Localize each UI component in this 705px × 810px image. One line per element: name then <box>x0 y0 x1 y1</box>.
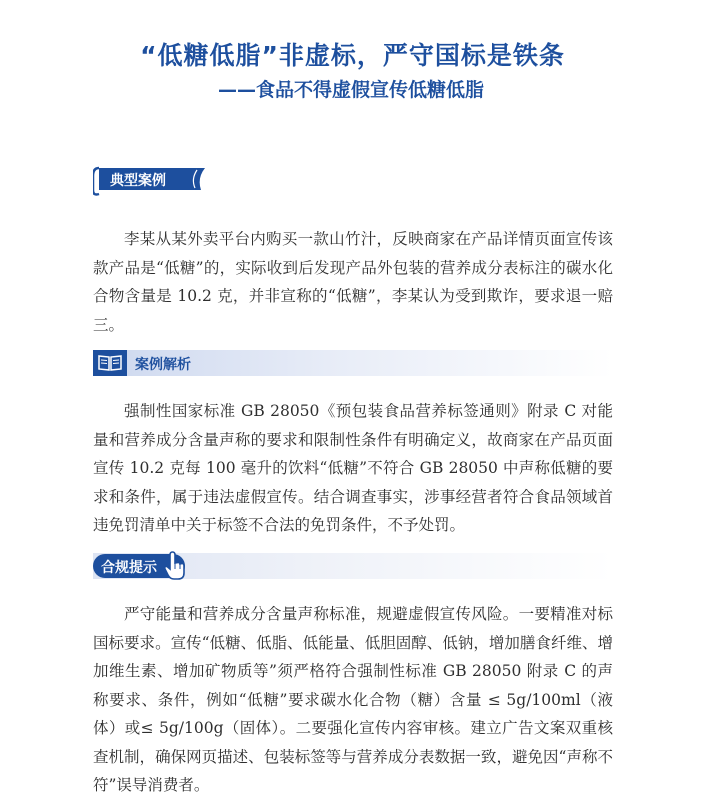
section-banner-tips <box>93 553 613 579</box>
case-paragraph: 李某从某外卖平台内购买一款山竹汁，反映商家在产品详情页面宣传该款产品是“低糖”的，实际收到后发现产品外包装的营养成分表标注的碳水化合物含量是 10.2 克，并非宣称的“低糖”，李某认为受到欺诈，要求退一赔三。 <box>93 230 613 334</box>
book-icon <box>93 350 127 376</box>
pointing-hand-icon <box>163 551 187 581</box>
section-banner-case <box>93 162 213 196</box>
tips-paragraph: 严守能量和营养成分含量声称标准，规避虚假宣传风险。一要精准对标国标要求。宣传“低糖、低脂、低能量、低胆固醇、低钠，增加膳食纤维、增加维生素、增加矿物质等”须严格符合强制性标准 GB 28050 附录 C 的声称要求、条件，例如“低糖”要求碳水化合物（糖）含量 ≤ 5g/100ml（液体）或≤ 5g/100g（固体）。二要强化宣传内容审核。建立广告文案双重核查机制，确保网页描述、包装标签等与营养成分表数据一致，避免因“声称不符”误导消费者。 <box>93 605 613 794</box>
section-banner-analysis <box>93 350 613 376</box>
section-heading-tips: 合规提示 <box>101 560 157 576</box>
section-heading-analysis: 案例解析 <box>135 357 191 373</box>
page-subtitle: ——食品不得虚假宣传低糖低脂 <box>218 79 485 101</box>
page-title: “低糖低脂”非虚标，严守国标是铁条 <box>140 41 565 70</box>
analysis-paragraph: 强制性国家标准 GB 28050《预包装食品营养标签通则》附录 C 对能量和营养成分含量声称的要求和限制性条件有明确定义，故商家在产品页面宣传 10.2 克每 100 毫升的饮料“低糖”不符合 GB 28050 中声称低糖的要求和条件，属于违法虚假宣传。结合调查事实，涉事经营者符合食品领域首违免罚清单中关于标签不合法的免罚条件，不予处罚。 <box>93 402 613 534</box>
section-heading-case: 典型案例 <box>110 173 166 189</box>
